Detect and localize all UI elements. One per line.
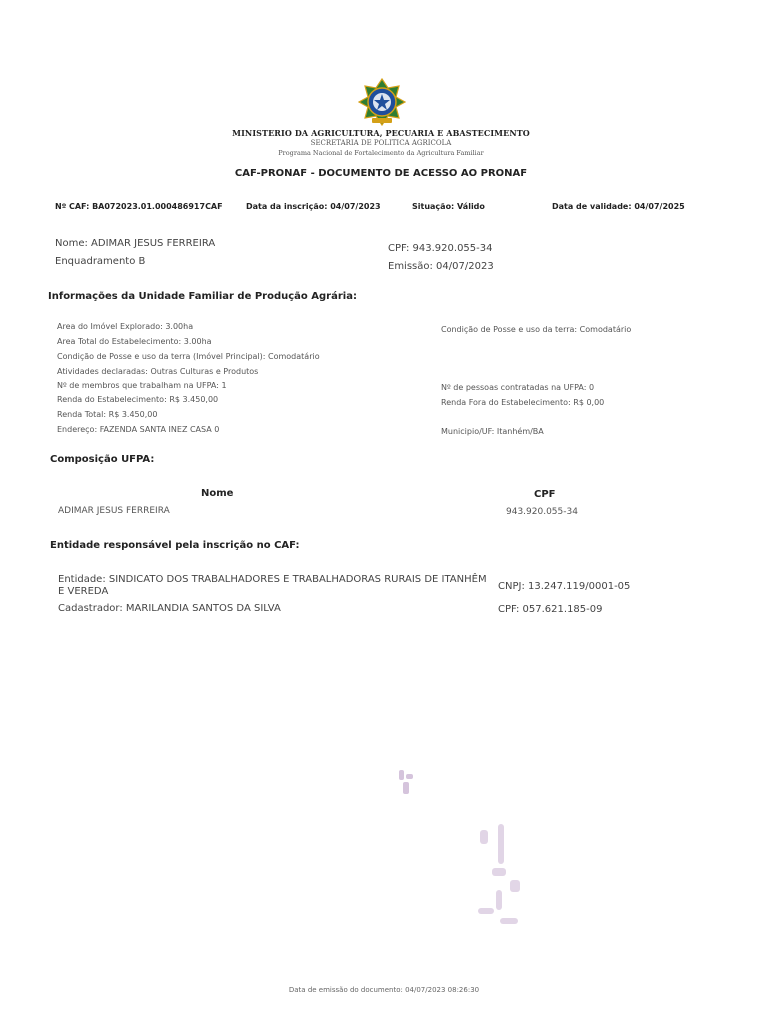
pessoas-contratadas: Nº de pessoas contratadas na UFPA: 0 bbox=[441, 383, 595, 392]
cadastrador-cpf: CPF: 057.621.185-09 bbox=[498, 604, 603, 615]
composicao-section-title: Composição UFPA: bbox=[50, 454, 155, 465]
inscricao-date: Data da inscrição: 04/07/2023 bbox=[246, 202, 381, 211]
caf-number: Nº CAF: BA072023.01.000486917CAF bbox=[55, 202, 223, 211]
person-name: Nome: ADIMAR JESUS FERREIRA bbox=[55, 238, 216, 249]
table-row-nome: ADIMAR JESUS FERREIRA bbox=[58, 506, 170, 516]
stamp-mark-icon bbox=[470, 820, 530, 935]
atividades: Atividades declaradas: Outras Culturas e Produtos bbox=[57, 367, 259, 376]
area-total: Area Total do Estabelecimento: 3.00ha bbox=[57, 337, 212, 346]
entidade-cnpj: CNPJ: 13.247.119/0001-05 bbox=[498, 581, 631, 592]
membros: Nº de membros que trabalham na UFPA: 1 bbox=[57, 381, 227, 390]
endereco: Endereço: FAZENDA SANTA INEZ CASA 0 bbox=[57, 425, 220, 434]
renda-estabelecimento: Renda do Estabelecimento: R$ 3.450,00 bbox=[57, 395, 219, 404]
renda-fora: Renda Fora do Estabelecimento: R$ 0,00 bbox=[441, 398, 605, 407]
emissao-date: Emissão: 04/07/2023 bbox=[388, 261, 494, 272]
footer-emissao: Data de emissão do documento: 04/07/2023 08:26:30 bbox=[288, 986, 480, 994]
enquadramento: Enquadramento B bbox=[55, 256, 146, 267]
cadastrador: Cadastrador: MARILANDIA SANTOS DA SILVA bbox=[58, 603, 281, 614]
column-header-cpf: CPF bbox=[534, 489, 556, 500]
person-cpf: CPF: 943.920.055-34 bbox=[388, 243, 493, 254]
area-imovel: Area do Imóvel Explorado: 3.00ha bbox=[57, 322, 194, 331]
document-title: CAF-PRONAF - DOCUMENTO DE ACESSO AO PRONAF bbox=[234, 168, 528, 179]
programa-name: Programa Nacional de Fortalecimento da Agricultura Familiar bbox=[278, 149, 484, 157]
municipio-uf: Municipio/UF: Itanhém/BA bbox=[441, 427, 544, 436]
table-row-cpf: 943.920.055-34 bbox=[506, 507, 578, 517]
condicao-posse: Condição de Posse e uso da terra: Comodatário bbox=[441, 325, 632, 334]
ministry-name: MINISTERIO DA AGRICULTURA, PECUARIA E ABASTECIMENTO bbox=[232, 128, 530, 138]
entidade-section-title: Entidade responsável pela inscrição no CAF: bbox=[50, 540, 300, 551]
renda-total: Renda Total: R$ 3.450,00 bbox=[57, 410, 158, 419]
validade-date: Data de validade: 04/07/2025 bbox=[552, 202, 685, 211]
entidade-nome: Entidade: SINDICATO DOS TRABALHADORES E TRABALHADORAS RURAIS DE ITANHÊM E VEREDA bbox=[58, 574, 487, 597]
condicao-principal: Condição de Posse e uso da terra (Imóvel Principal): Comodatário bbox=[57, 352, 320, 361]
situacao-status: Situação: Válido bbox=[412, 202, 485, 211]
ufpa-section-title: Informações da Unidade Familiar de Produção Agrária: bbox=[48, 291, 357, 302]
column-header-nome: Nome bbox=[201, 488, 234, 499]
secretaria-name: SECRETARIA DE POLITICA AGRICOLA bbox=[310, 139, 452, 147]
brasao-emblem-icon bbox=[358, 78, 406, 126]
stamp-mark-icon bbox=[395, 768, 421, 798]
